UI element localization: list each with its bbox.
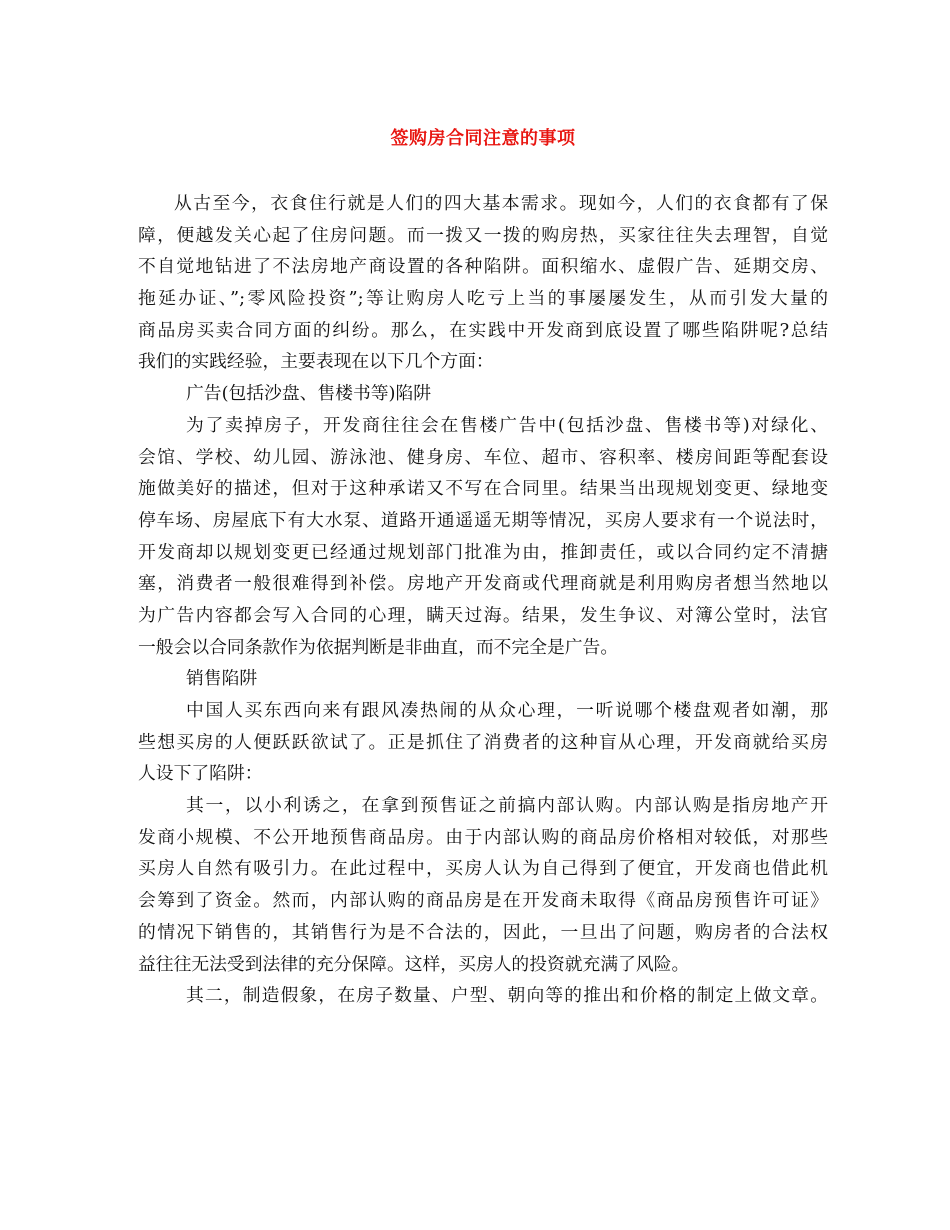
text-line: 为了卖掉房子，开发商往往会在售楼广告中(包括沙盘、售楼书等)对绿化、 (186, 414, 828, 436)
section-heading: 广告(包括沙盘、售楼书等)陷阱 (186, 383, 432, 405)
text-line: 商品房买卖合同方面的纠纷。那么，在实践中开发商到底设置了哪些陷阱呢?总结 (138, 319, 828, 341)
text-line: 益往往无法受到法律的充分保障。这样，买房人的投资就充满了风险。 (138, 953, 690, 975)
text-line: 些想买房的人便跃跃欲试了。正是抓住了消费者的这种盲从心理，开发商就给买房 (138, 731, 828, 753)
text-line: 开发商却以规划变更已经通过规划部门批准为由，推卸责任，或以合同约定不清搪 (138, 541, 828, 563)
text-line: 塞，消费者一般很难得到补偿。房地产开发商或代理商就是利用购房者想当然地以 (138, 573, 828, 595)
text-line: 的情况下销售的，其销售行为是不合法的，因此，一旦出了问题，购房者的合法权 (138, 921, 828, 943)
text-line: 障，便越发关心起了住房问题。而一拨又一拨的购房热，买家往往失去理智，自觉 (138, 224, 828, 246)
text-line: 为广告内容都会写入合同的心理，瞒天过海。结果，发生争议、对簿公堂时，法官 (138, 604, 828, 626)
text-line: 发商小规模、不公开地预售商品房。由于内部认购的商品房价格相对较低，对那些 (138, 826, 828, 848)
text-line: 拖延办证、”;零风险投资”;等让购房人吃亏上当的事屡屡发生，从而引发大量的 (138, 288, 828, 310)
text-line: 一般会以合同条款作为依据判断是非曲直，而不完全是广告。 (138, 636, 619, 658)
text-line: 停车场、房屋底下有大水泵、道路开通遥遥无期等情况，买房人要求有一个说法时， (138, 509, 828, 531)
document-body (138, 188, 828, 1012)
text-line: 其一，以小利诱之，在拿到预售证之前搞内部认购。内部认购是指房地产开 (186, 795, 828, 817)
text-line: 施做美好的描述，但对于这种承诺又不写在合同里。结果当出现规划变更、绿地变 (138, 478, 828, 500)
section-heading: 销售陷阱 (186, 668, 258, 690)
text-line: 会馆、学校、幼儿园、游泳池、健身房、车位、超市、容积率、楼房间距等配套设 (138, 446, 828, 468)
text-line: 会筹到了资金。然而，内部认购的商品房是在开发商未取得《商品房预售许可证》 (138, 890, 828, 912)
text-line: 其二，制造假象，在房子数量、户型、朝向等的推出和价格的制定上做文章。 (186, 985, 828, 1007)
text-line: 人设下了陷阱： (138, 763, 263, 785)
text-line: 中国人买东西向来有跟风凑热闹的从众心理，一听说哪个楼盘观者如潮，那 (186, 700, 828, 721)
document-title: 签购房合同注意的事项 (390, 128, 576, 149)
text-line: 从古至今，衣食住行就是人们的四大基本需求。现如今，人们的衣食都有了保 (174, 193, 828, 214)
text-line: 买房人自然有吸引力。在此过程中，买房人认为自己得到了便宜，开发商也借此机 (138, 858, 828, 880)
text-line: 我们的实践经验，主要表现在以下几个方面： (138, 351, 494, 373)
text-line: 不自觉地钻进了不法房地产商设置的各种陷阱。面积缩水、虚假广告、延期交房、 (138, 256, 828, 278)
